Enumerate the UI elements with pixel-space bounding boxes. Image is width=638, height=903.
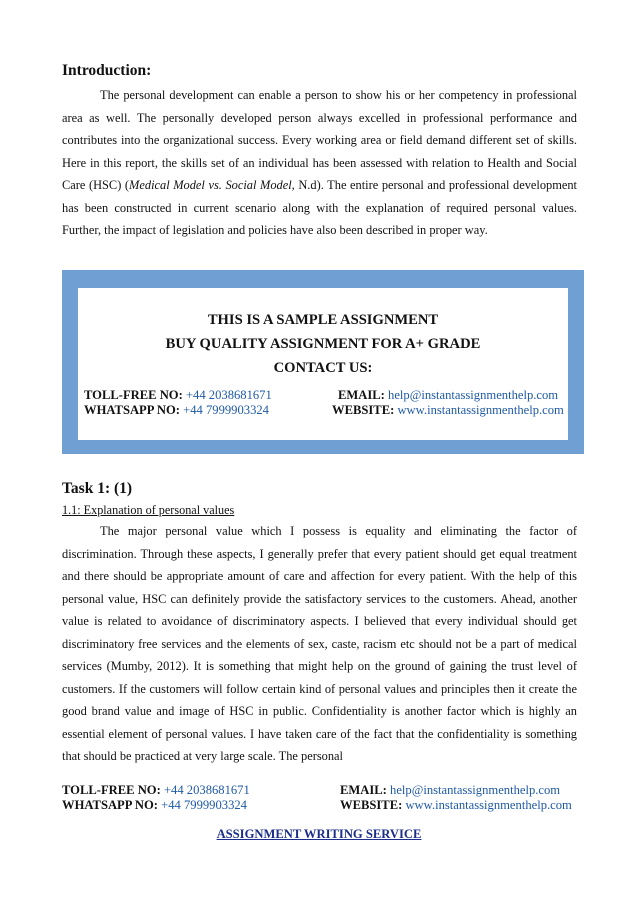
intro-body-end: N.d). The entire personal and professional development has been constructed in current scenario along with the explanation of required personal values. Further, the impact of legislation and policies have also been described in proper way.: [62, 178, 577, 237]
assignment-writing-service-link[interactable]: ASSIGNMENT WRITING SERVICE: [216, 827, 422, 841]
footer-whatsapp: [62, 798, 247, 813]
promo-website: [332, 403, 564, 418]
promo-whatsapp-label: WHATSAPP NO:: [84, 403, 180, 417]
promo-website-label: WEBSITE:: [332, 403, 395, 417]
promo-contact-line: CONTACT US:: [273, 360, 373, 376]
task1-subheading: 1.1: Explanation of personal values: [62, 503, 235, 517]
promo-website-value[interactable]: www.instantassignmenthelp.com: [397, 403, 564, 417]
intro-paragraph: [62, 84, 577, 242]
promo-whatsapp-value[interactable]: +44 7999903324: [183, 403, 269, 417]
footer-whatsapp-label: WHATSAPP NO:: [62, 798, 158, 812]
promo-tollfree: [84, 388, 272, 403]
footer-whatsapp-value[interactable]: +44 7999903324: [161, 798, 247, 812]
footer-email-label: EMAIL:: [340, 783, 387, 797]
promo-email-label: EMAIL:: [338, 388, 385, 402]
intro-body-start: The personal development can enable a person to show his or her competency in professional area as well. The personally developed person always excelled in professional performance and contributes into the organizational success. Every working area or field demand different set of skills. Here in this report, the skills set of an individual has been assessed with relation to Health and Social Care (HSC) (: [62, 88, 577, 192]
footer-email: [340, 783, 560, 798]
promo-email: [338, 388, 558, 403]
promo-tollfree-value[interactable]: +44 2038681671: [185, 388, 272, 402]
promo-buy-line: BUY QUALITY ASSIGNMENT FOR A+ GRADE: [165, 336, 481, 352]
footer-website: [340, 798, 572, 813]
promo-box-inner: [78, 288, 568, 440]
footer-tollfree: [62, 783, 250, 798]
promo-box: [62, 270, 584, 454]
footer-tollfree-value[interactable]: +44 2038681671: [163, 783, 250, 797]
intro-citation: Medical Model vs. Social Model,: [129, 178, 295, 192]
promo-sample-line: THIS IS A SAMPLE ASSIGNMENT: [207, 312, 439, 328]
promo-tollfree-label: TOLL-FREE NO:: [84, 388, 183, 402]
task1-body: The major personal value which I possess is equality and eliminating the factor of discrimination. Through these aspects, I generally prefer that every patient should get equal treatment and there should be appropriate amount of care and affection for every patient. With the help of this personal value, HSC can definitely provide the satisfactory services to the customers. Ahead, another value is related to avoidance of discriminatory aspects. I believed that every individual should get discriminatory free services and the elements of sex, caste, racism etc should not be a part of medical services (Mumby, 2012). It is something that might help on the ground of gaining the trust level of customers. If the customers will follow certain kind of personal values and principles then it create the good brand value and image of HSC in public. Confidentiality is another factor which is highly an essential element of personal values. I have taken care of the fact that the confidentiality is something that should be practiced at very large scale. The personal: [62, 524, 577, 763]
task1-heading: Task 1: (1): [62, 480, 133, 497]
footer-tollfree-label: TOLL-FREE NO:: [62, 783, 161, 797]
task1-paragraph: [62, 520, 577, 768]
footer-website-value[interactable]: www.instantassignmenthelp.com: [405, 798, 572, 812]
intro-heading: Introduction:: [62, 62, 152, 79]
footer-website-label: WEBSITE:: [340, 798, 403, 812]
promo-email-value[interactable]: help@instantassignmenthelp.com: [388, 388, 559, 402]
footer-email-value[interactable]: help@instantassignmenthelp.com: [390, 783, 561, 797]
promo-whatsapp: [84, 403, 269, 418]
